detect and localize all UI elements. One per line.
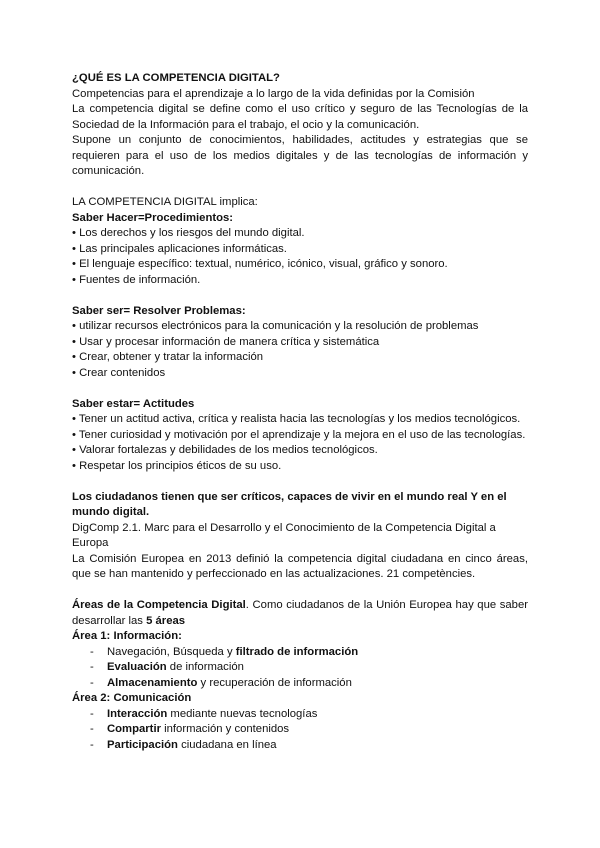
item-bold-text: Almacenamiento [107,676,198,689]
digcomp-paragraph: DigComp 2.1. Marc para el Desarrollo y el Conocimiento de la Competencia Digital a Europa [72,521,496,549]
spacer [72,381,528,397]
list-item: • Las principales aplicaciones informáticas. [72,242,287,255]
item-text: mediante nuevas tecnologías [167,707,318,720]
implica-label: LA COMPETENCIA DIGITAL implica: [72,196,258,208]
item-bold-text: Interacción [107,707,168,720]
intro-paragraph-conjunto: Supone un conjunto de conocimientos, habilidades, actitudes y estrategias que se requieren para el uso de los medios digitales y de las tecnologías de información y comunicación. [72,134,528,177]
item-text: información y contenidos [160,723,290,735]
spacer [72,474,528,490]
citizens-heading: Los ciudadanos tienen que ser críticos, capaces de vivir en el mundo real Y en el mundo digital. [72,490,507,518]
area-list-item [72,722,528,738]
list-item: • Fuentes de información. [72,273,201,286]
item-bold-text: filtrado de información [235,645,359,658]
areas-count: 5 áreas [146,614,186,627]
item-bold-text: Participación [107,738,178,751]
item-text: y recuperación de información [197,676,352,689]
list-item: • Valorar fortalezas y debilidades de los medios tecnológicos. [72,444,378,456]
areas-heading-text: . Como ciudadanos de la Unión Europea hay que saber desarrollar las [72,599,528,627]
item-bold-text: Compartir [107,723,161,735]
list-item: • Crear, obtener y tratar la información [72,351,264,363]
commission-paragraph: La Comisión Europea en 2013 definió la competencia digital ciudadana en cinco áreas, que se han mantenido y perfeccionado en las actualizaciones. 21 competències. [72,552,528,580]
section-heading-saber-ser: Saber ser= Resolver Problemas: [72,304,246,317]
areas-heading-bold: Áreas de la Competencia Digital [72,599,246,611]
page-title: ¿QUÉ ES LA COMPETENCIA DIGITAL? [72,72,280,84]
section-heading-saber-hacer: Saber Hacer=Procedimientos: [72,211,234,224]
area-list-item [72,676,528,692]
item-bold-text: Evaluación [107,661,167,673]
spacer [72,288,528,304]
list-item: • Crear contenidos [72,366,166,379]
dash-bullet-icon: - [90,645,94,658]
spacer [72,180,528,196]
list-item: • Tener curiosidad y motivación por el aprendizaje y la mejora en el uso de las tecnologías. [72,428,526,441]
document-body [72,71,528,753]
dash-bullet-icon: - [90,738,94,751]
area-list-item [72,707,528,723]
area-1-title: Área 1: Información: [72,630,182,642]
intro-line-1: Competencias para el aprendizaje a lo largo de la vida definidas por la Comisión [72,87,475,100]
area-2-title: Área 2: Comunicación [72,692,192,704]
list-item: • Respetar los principios éticos de su uso. [72,459,282,472]
item-text: ciudadana en línea [177,738,277,751]
area-list-item [72,660,528,676]
dash-bullet-icon: - [90,723,94,735]
list-item: • Usar y procesar información de manera crítica y sistemática [72,335,380,348]
area-list-item [72,645,528,661]
list-item: • utilizar recursos electrónicos para la comunicación y la resolución de problemas [72,320,479,332]
section-heading-saber-estar: Saber estar= Actitudes [72,397,195,410]
dash-bullet-icon: - [90,661,94,673]
dash-bullet-icon: - [90,707,94,720]
area-list-item [72,738,528,754]
dash-bullet-icon: - [90,676,94,689]
list-item: • Los derechos y los riesgos del mundo digital. [72,227,305,239]
list-item: • Tener un actitud activa, crítica y realista hacia las tecnologías y los medios tecnológicos. [72,413,521,425]
item-text: de información [166,661,244,673]
area-1-list [72,645,528,692]
item-text: Navegación, Búsqueda y [107,645,236,658]
list-item: • El lenguaje específico: textual, numérico, icónico, visual, gráfico y sonoro. [72,258,448,270]
areas-intro [72,598,528,629]
spacer [72,583,528,599]
area-2-list [72,707,528,754]
intro-paragraph-definition: La competencia digital se define como el uso crítico y seguro de las Tecnologías de la Sociedad de la Información para el trabajo, el ocio y la comunicación. [72,103,528,131]
